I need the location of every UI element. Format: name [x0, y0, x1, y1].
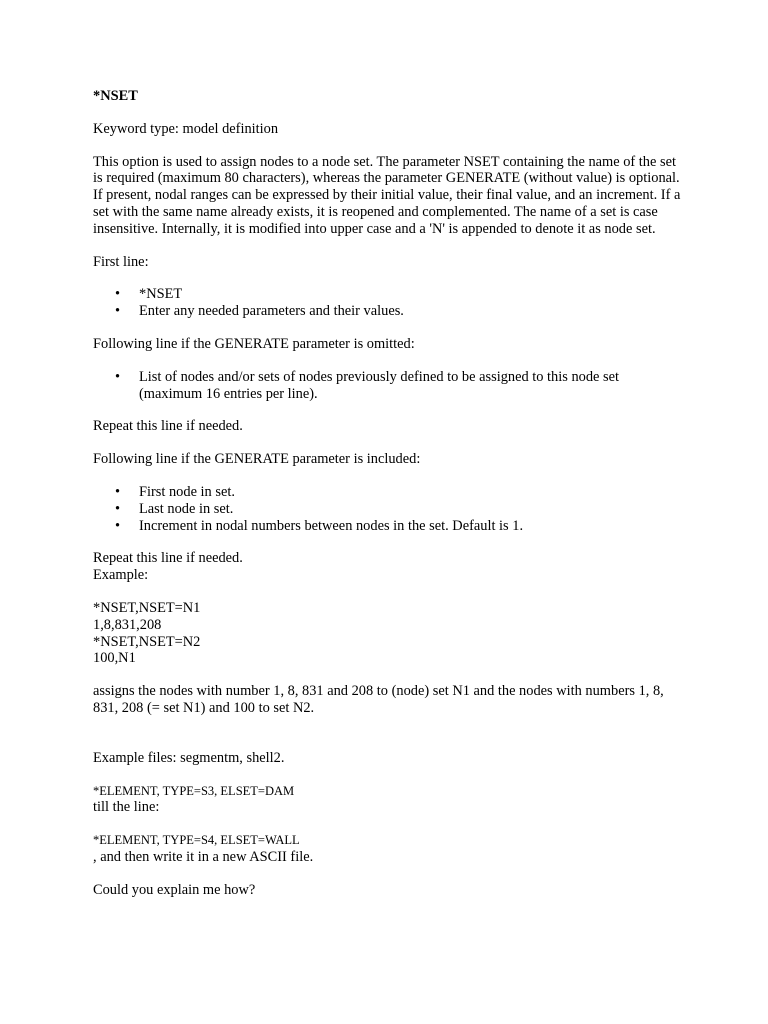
- code-line: *NSET,NSET=N2: [93, 633, 201, 650]
- example-label: Example:: [93, 567, 149, 584]
- code-line: 100,N1: [93, 650, 136, 667]
- bullet-icon: •: [115, 303, 121, 320]
- omitted-list: [93, 369, 683, 403]
- element-block-1: [93, 783, 683, 817]
- write-line-text: , and then write it in a new ASCII file.: [93, 848, 314, 865]
- code-line: *NSET,NSET=N1: [93, 599, 201, 616]
- omitted-label: Following line if the GENERATE parameter is omitted:: [93, 335, 415, 352]
- document-page: [93, 88, 683, 915]
- first-line-label: First line:: [93, 253, 149, 270]
- list-item: • List of nodes and/or sets of nodes previously defined to be assigned to this node set (maximum 16 entries per line).: [115, 368, 620, 402]
- till-line-text: till the line:: [93, 799, 160, 816]
- bullet-icon: •: [115, 368, 121, 385]
- example-explanation: assigns the nodes with number 1, 8, 831 and 208 to (node) set N1 and the nodes with numbers 1, 8, 831, 208 (= set N1) and 100 to set N2.: [93, 683, 664, 716]
- question-text: Could you explain me how?: [93, 881, 256, 898]
- included-label: Following line if the GENERATE parameter is included:: [93, 451, 421, 468]
- list-item: • Last node in set.: [115, 500, 234, 517]
- example-code-block: [93, 600, 683, 667]
- included-list: [93, 484, 683, 534]
- page-title: *NSET: [93, 88, 138, 104]
- code-line: 1,8,831,208: [93, 616, 162, 633]
- repeat-note: Repeat this line if needed.: [93, 418, 243, 435]
- first-line-list: [93, 286, 683, 320]
- description-paragraph: This option is used to assign nodes to a node set. The parameter NSET containing the name of the set is required (maximum 80 characters), whereas the parameter GENERATE (without value) is optional. If present, nodal ranges can be expressed by their initial value, their final value, and an increment. If a set with the same name already exists, it is reopened and complemented. The name of a set is case insensitive. Internally, it is modified into upper case and a 'N' is appended to denote it as node set.: [93, 153, 681, 237]
- bullet-icon: •: [115, 517, 121, 534]
- element-line: *ELEMENT, TYPE=S3, ELSET=DAM: [93, 783, 295, 798]
- list-item: • Increment in nodal numbers between nodes in the set. Default is 1.: [115, 517, 524, 534]
- keyword-type: Keyword type: model definition: [93, 120, 279, 137]
- element-line: *ELEMENT, TYPE=S4, ELSET=WALL: [93, 833, 300, 848]
- element-block-2: [93, 832, 683, 866]
- spacer: [93, 733, 683, 750]
- repeat-note: Repeat this line if needed.: [93, 550, 243, 567]
- bullet-icon: •: [115, 483, 121, 500]
- list-item: • Enter any needed parameters and their values.: [115, 303, 404, 320]
- example-files: Example files: segmentm, shell2.: [93, 749, 285, 766]
- list-item: • *NSET: [115, 286, 183, 303]
- bullet-icon: •: [115, 500, 121, 517]
- bullet-icon: •: [115, 286, 121, 303]
- list-item: • First node in set.: [115, 483, 235, 500]
